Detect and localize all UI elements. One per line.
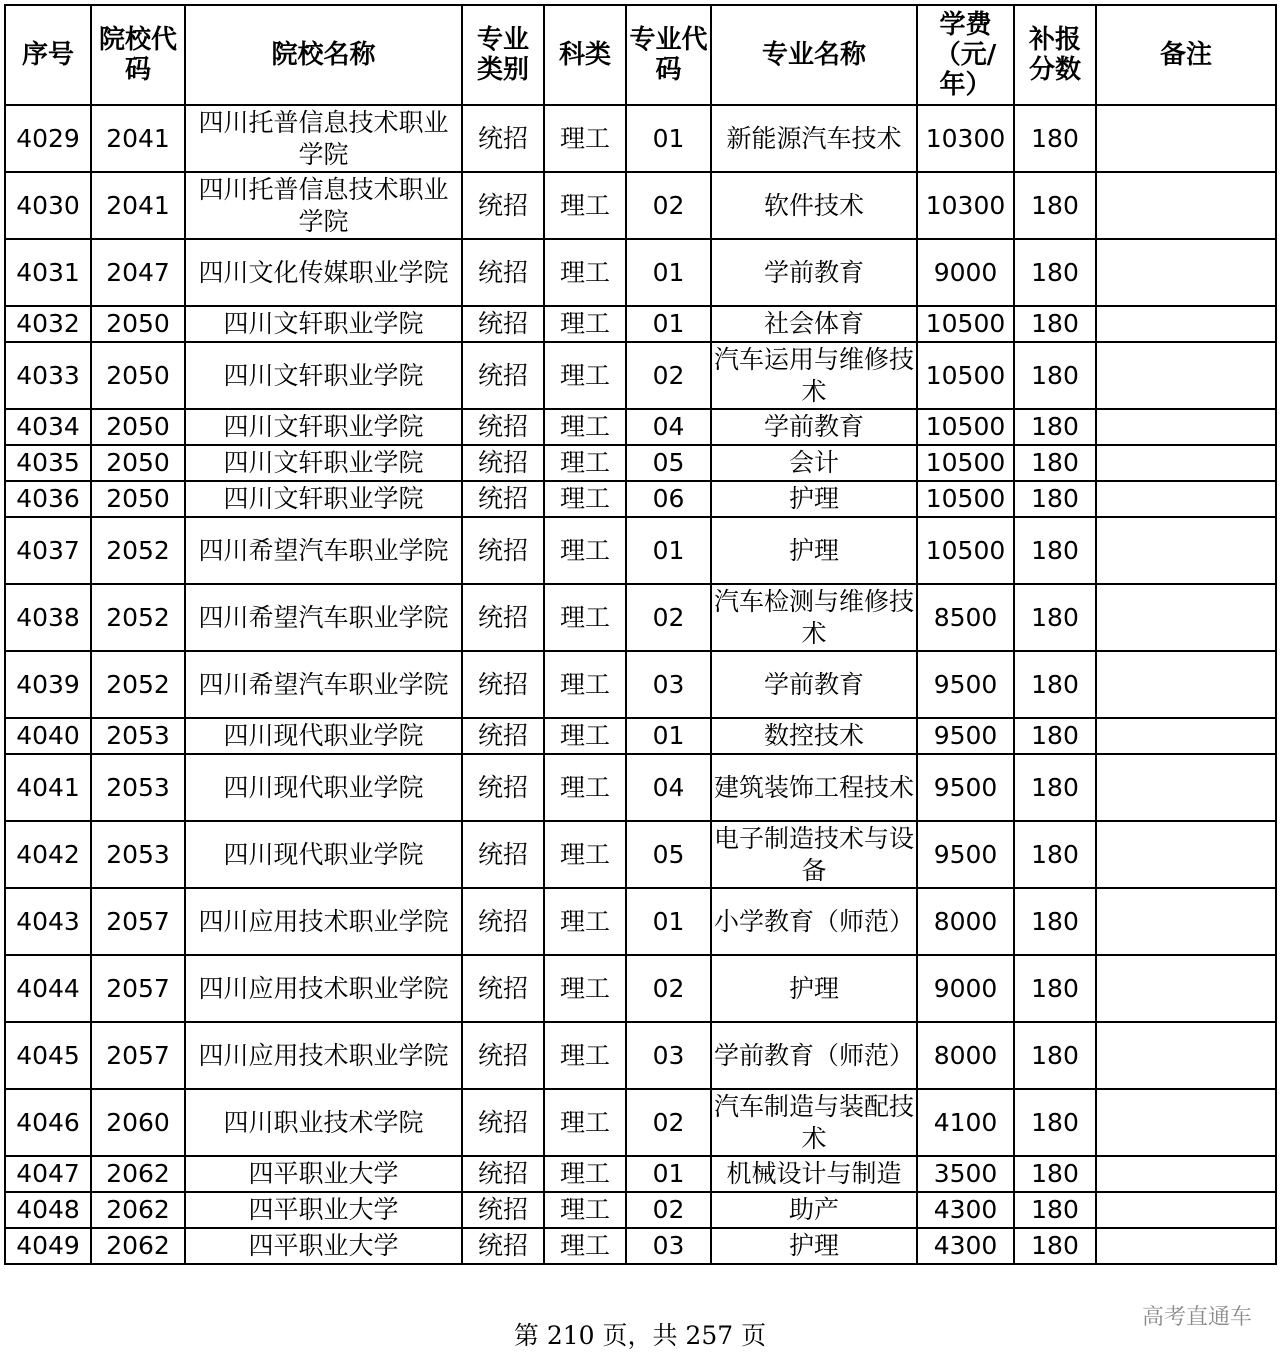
table-row <box>5 584 1276 651</box>
cell-index: 4045 <box>5 1022 91 1089</box>
cell-remark <box>1096 481 1276 517</box>
table-row <box>5 517 1276 584</box>
table-row <box>5 1192 1276 1228</box>
table-row <box>5 481 1276 517</box>
cell-major-name: 电子制造技术与设备 <box>711 821 917 888</box>
cell-tuition: 9500 <box>917 821 1014 888</box>
cell-major-code: 06 <box>626 481 711 517</box>
cell-category: 理工 <box>544 754 626 821</box>
cell-school-name: 四川应用技术职业学院 <box>185 888 462 955</box>
cell-index: 4036 <box>5 481 91 517</box>
cell-remark <box>1096 342 1276 409</box>
cell-major-code: 05 <box>626 445 711 481</box>
cell-major-type: 统招 <box>462 754 544 821</box>
cell-category: 理工 <box>544 1022 626 1089</box>
cell-major-name: 助产 <box>711 1192 917 1228</box>
cell-major-name: 学前教育 <box>711 409 917 445</box>
cell-score: 180 <box>1014 584 1096 651</box>
cell-school-name: 四川希望汽车职业学院 <box>185 651 462 718</box>
watermark: 高考直通车 <box>1141 1305 1252 1330</box>
cell-major-code: 01 <box>626 888 711 955</box>
cell-major-type: 统招 <box>462 1192 544 1228</box>
cell-major-type: 统招 <box>462 306 544 342</box>
cell-major-code: 02 <box>626 955 711 1022</box>
table-row <box>5 955 1276 1022</box>
cell-index: 4029 <box>5 105 91 172</box>
table-row <box>5 1089 1276 1156</box>
cell-school-code: 2062 <box>91 1228 185 1264</box>
header-major-name: 专业名称 <box>711 5 917 105</box>
cell-remark <box>1096 821 1276 888</box>
cell-category: 理工 <box>544 517 626 584</box>
cell-major-code: 02 <box>626 1089 711 1156</box>
cell-remark <box>1096 1022 1276 1089</box>
table-body <box>5 105 1276 1264</box>
cell-category: 理工 <box>544 409 626 445</box>
cell-category: 理工 <box>544 481 626 517</box>
table-row <box>5 718 1276 754</box>
cell-category: 理工 <box>544 306 626 342</box>
cell-school-code: 2050 <box>91 342 185 409</box>
cell-major-type: 统招 <box>462 342 544 409</box>
cell-school-name: 四川希望汽车职业学院 <box>185 517 462 584</box>
cell-index: 4034 <box>5 409 91 445</box>
cell-score: 180 <box>1014 1228 1096 1264</box>
cell-major-name: 新能源汽车技术 <box>711 105 917 172</box>
cell-remark <box>1096 718 1276 754</box>
cell-school-code: 2050 <box>91 445 185 481</box>
cell-major-name: 机械设计与制造 <box>711 1156 917 1192</box>
cell-remark <box>1096 445 1276 481</box>
cell-remark <box>1096 1089 1276 1156</box>
cell-major-code: 05 <box>626 821 711 888</box>
cell-tuition: 10500 <box>917 481 1014 517</box>
cell-school-name: 四川托普信息技术职业学院 <box>185 172 462 239</box>
cell-score: 180 <box>1014 481 1096 517</box>
cell-school-code: 2053 <box>91 754 185 821</box>
cell-score: 180 <box>1014 1156 1096 1192</box>
cell-remark <box>1096 1156 1276 1192</box>
cell-index: 4031 <box>5 239 91 306</box>
table-row <box>5 409 1276 445</box>
cell-category: 理工 <box>544 1228 626 1264</box>
cell-tuition: 10500 <box>917 517 1014 584</box>
cell-school-name: 四川文轩职业学院 <box>185 481 462 517</box>
header-major-code: 专业代码 <box>626 5 711 105</box>
cell-school-name: 四川现代职业学院 <box>185 821 462 888</box>
header-school-code: 院校代码 <box>91 5 185 105</box>
cell-major-name: 软件技术 <box>711 172 917 239</box>
cell-school-code: 2050 <box>91 481 185 517</box>
cell-category: 理工 <box>544 342 626 409</box>
cell-school-name: 四川文轩职业学院 <box>185 342 462 409</box>
cell-school-code: 2053 <box>91 718 185 754</box>
cell-score: 180 <box>1014 754 1096 821</box>
cell-major-code: 01 <box>626 306 711 342</box>
cell-major-name: 学前教育 <box>711 651 917 718</box>
cell-school-code: 2052 <box>91 651 185 718</box>
cell-tuition: 9000 <box>917 955 1014 1022</box>
cell-major-name: 护理 <box>711 955 917 1022</box>
cell-major-type: 统招 <box>462 718 544 754</box>
cell-major-code: 01 <box>626 517 711 584</box>
cell-score: 180 <box>1014 517 1096 584</box>
cell-school-name: 四平职业大学 <box>185 1228 462 1264</box>
cell-tuition: 10300 <box>917 172 1014 239</box>
cell-index: 4044 <box>5 955 91 1022</box>
cell-remark <box>1096 1228 1276 1264</box>
cell-major-name: 学前教育（师范） <box>711 1022 917 1089</box>
cell-remark <box>1096 651 1276 718</box>
cell-remark <box>1096 955 1276 1022</box>
cell-school-code: 2053 <box>91 821 185 888</box>
cell-school-name: 四川文轩职业学院 <box>185 306 462 342</box>
cell-major-type: 统招 <box>462 105 544 172</box>
cell-school-name: 四川文轩职业学院 <box>185 445 462 481</box>
page-footer: 第 210 页，共 257 页 <box>513 1321 767 1350</box>
cell-index: 4032 <box>5 306 91 342</box>
cell-school-code: 2052 <box>91 584 185 651</box>
cell-major-name: 护理 <box>711 1228 917 1264</box>
table-row <box>5 105 1276 172</box>
table-row <box>5 651 1276 718</box>
header-index: 序号 <box>5 5 91 105</box>
cell-remark <box>1096 1192 1276 1228</box>
table-row <box>5 445 1276 481</box>
cell-school-code: 2062 <box>91 1156 185 1192</box>
cell-school-name: 四川希望汽车职业学院 <box>185 584 462 651</box>
cell-tuition: 4300 <box>917 1228 1014 1264</box>
cell-remark <box>1096 517 1276 584</box>
cell-major-name: 学前教育 <box>711 239 917 306</box>
cell-remark <box>1096 105 1276 172</box>
cell-tuition: 10500 <box>917 342 1014 409</box>
cell-major-type: 统招 <box>462 821 544 888</box>
cell-index: 4040 <box>5 718 91 754</box>
cell-tuition: 10500 <box>917 409 1014 445</box>
cell-score: 180 <box>1014 718 1096 754</box>
cell-tuition: 10500 <box>917 445 1014 481</box>
cell-remark <box>1096 888 1276 955</box>
cell-remark <box>1096 172 1276 239</box>
cell-major-code: 01 <box>626 105 711 172</box>
cell-remark <box>1096 584 1276 651</box>
cell-tuition: 10500 <box>917 306 1014 342</box>
cell-major-type: 统招 <box>462 239 544 306</box>
cell-major-name: 数控技术 <box>711 718 917 754</box>
cell-index: 4035 <box>5 445 91 481</box>
cell-major-type: 统招 <box>462 1089 544 1156</box>
cell-category: 理工 <box>544 821 626 888</box>
table-row <box>5 1022 1276 1089</box>
cell-index: 4046 <box>5 1089 91 1156</box>
cell-major-name: 小学教育（师范） <box>711 888 917 955</box>
cell-major-code: 01 <box>626 718 711 754</box>
table-header-row <box>5 5 1276 105</box>
cell-major-type: 统招 <box>462 409 544 445</box>
cell-index: 4043 <box>5 888 91 955</box>
cell-index: 4049 <box>5 1228 91 1264</box>
cell-tuition: 10300 <box>917 105 1014 172</box>
cell-remark <box>1096 239 1276 306</box>
cell-major-name: 护理 <box>711 481 917 517</box>
cell-major-type: 统招 <box>462 172 544 239</box>
table-row <box>5 306 1276 342</box>
cell-school-code: 2057 <box>91 1022 185 1089</box>
cell-category: 理工 <box>544 1192 626 1228</box>
cell-score: 180 <box>1014 409 1096 445</box>
cell-school-code: 2041 <box>91 172 185 239</box>
cell-category: 理工 <box>544 172 626 239</box>
cell-category: 理工 <box>544 955 626 1022</box>
table-row <box>5 754 1276 821</box>
cell-index: 4030 <box>5 172 91 239</box>
cell-tuition: 9500 <box>917 754 1014 821</box>
cell-category: 理工 <box>544 1156 626 1192</box>
cell-school-name: 四川文轩职业学院 <box>185 409 462 445</box>
header-school-name: 院校名称 <box>185 5 462 105</box>
cell-category: 理工 <box>544 1089 626 1156</box>
cell-category: 理工 <box>544 239 626 306</box>
cell-major-name: 汽车制造与装配技术 <box>711 1089 917 1156</box>
cell-category: 理工 <box>544 651 626 718</box>
cell-index: 4042 <box>5 821 91 888</box>
table-row <box>5 342 1276 409</box>
cell-major-name: 汽车运用与维修技术 <box>711 342 917 409</box>
cell-school-code: 2062 <box>91 1192 185 1228</box>
cell-major-code: 02 <box>626 1192 711 1228</box>
cell-index: 4048 <box>5 1192 91 1228</box>
cell-school-name: 四平职业大学 <box>185 1192 462 1228</box>
cell-major-name: 会计 <box>711 445 917 481</box>
cell-major-code: 04 <box>626 409 711 445</box>
cell-tuition: 8500 <box>917 584 1014 651</box>
cell-school-name: 四川职业技术学院 <box>185 1089 462 1156</box>
cell-index: 4037 <box>5 517 91 584</box>
table-row <box>5 239 1276 306</box>
cell-major-code: 03 <box>626 1022 711 1089</box>
table-row <box>5 888 1276 955</box>
cell-major-code: 02 <box>626 172 711 239</box>
cell-score: 180 <box>1014 105 1096 172</box>
cell-school-code: 2057 <box>91 955 185 1022</box>
cell-major-code: 01 <box>626 239 711 306</box>
cell-major-name: 建筑装饰工程技术 <box>711 754 917 821</box>
cell-score: 180 <box>1014 888 1096 955</box>
cell-index: 4039 <box>5 651 91 718</box>
cell-major-type: 统招 <box>462 517 544 584</box>
cell-school-name: 四川应用技术职业学院 <box>185 1022 462 1089</box>
cell-major-name: 汽车检测与维修技术 <box>711 584 917 651</box>
cell-major-type: 统招 <box>462 888 544 955</box>
cell-score: 180 <box>1014 1089 1096 1156</box>
cell-major-name: 护理 <box>711 517 917 584</box>
table-row <box>5 821 1276 888</box>
cell-category: 理工 <box>544 888 626 955</box>
cell-major-type: 统招 <box>462 955 544 1022</box>
cell-score: 180 <box>1014 821 1096 888</box>
cell-index: 4038 <box>5 584 91 651</box>
cell-major-type: 统招 <box>462 445 544 481</box>
cell-major-type: 统招 <box>462 1156 544 1192</box>
cell-major-code: 03 <box>626 651 711 718</box>
cell-major-code: 02 <box>626 584 711 651</box>
header-score: 补报分数 <box>1014 5 1096 105</box>
table-row <box>5 1156 1276 1192</box>
cell-tuition: 8000 <box>917 888 1014 955</box>
cell-tuition: 4300 <box>917 1192 1014 1228</box>
cell-school-name: 四川托普信息技术职业学院 <box>185 105 462 172</box>
cell-major-code: 02 <box>626 342 711 409</box>
cell-major-type: 统招 <box>462 1022 544 1089</box>
admission-table <box>4 4 1277 1265</box>
cell-category: 理工 <box>544 584 626 651</box>
cell-index: 4041 <box>5 754 91 821</box>
cell-score: 180 <box>1014 445 1096 481</box>
cell-score: 180 <box>1014 342 1096 409</box>
cell-remark <box>1096 754 1276 821</box>
cell-major-type: 统招 <box>462 1228 544 1264</box>
cell-school-name: 四川文化传媒职业学院 <box>185 239 462 306</box>
header-tuition: 学费（元/年） <box>917 5 1014 105</box>
cell-remark <box>1096 409 1276 445</box>
cell-school-name: 四川现代职业学院 <box>185 754 462 821</box>
cell-index: 4047 <box>5 1156 91 1192</box>
cell-score: 180 <box>1014 306 1096 342</box>
cell-major-type: 统招 <box>462 651 544 718</box>
cell-school-code: 2050 <box>91 306 185 342</box>
cell-school-code: 2052 <box>91 517 185 584</box>
cell-school-code: 2050 <box>91 409 185 445</box>
table-row <box>5 1228 1276 1264</box>
cell-score: 180 <box>1014 1192 1096 1228</box>
cell-score: 180 <box>1014 651 1096 718</box>
cell-tuition: 9000 <box>917 239 1014 306</box>
cell-school-code: 2041 <box>91 105 185 172</box>
cell-category: 理工 <box>544 718 626 754</box>
cell-tuition: 8000 <box>917 1022 1014 1089</box>
cell-school-code: 2057 <box>91 888 185 955</box>
cell-score: 180 <box>1014 955 1096 1022</box>
cell-tuition: 9500 <box>917 651 1014 718</box>
cell-score: 180 <box>1014 1022 1096 1089</box>
cell-major-type: 统招 <box>462 481 544 517</box>
cell-tuition: 4100 <box>917 1089 1014 1156</box>
cell-major-code: 04 <box>626 754 711 821</box>
cell-score: 180 <box>1014 172 1096 239</box>
cell-tuition: 3500 <box>917 1156 1014 1192</box>
table-row <box>5 172 1276 239</box>
cell-tuition: 9500 <box>917 718 1014 754</box>
header-major-type: 专业类别 <box>462 5 544 105</box>
header-category: 科类 <box>544 5 626 105</box>
cell-school-code: 2047 <box>91 239 185 306</box>
cell-school-name: 四平职业大学 <box>185 1156 462 1192</box>
cell-major-code: 03 <box>626 1228 711 1264</box>
cell-major-type: 统招 <box>462 584 544 651</box>
cell-major-name: 社会体育 <box>711 306 917 342</box>
header-remark: 备注 <box>1096 5 1276 105</box>
cell-score: 180 <box>1014 239 1096 306</box>
cell-major-code: 01 <box>626 1156 711 1192</box>
cell-school-code: 2060 <box>91 1089 185 1156</box>
cell-remark <box>1096 306 1276 342</box>
cell-index: 4033 <box>5 342 91 409</box>
cell-school-name: 四川现代职业学院 <box>185 718 462 754</box>
cell-category: 理工 <box>544 445 626 481</box>
cell-school-name: 四川应用技术职业学院 <box>185 955 462 1022</box>
cell-category: 理工 <box>544 105 626 172</box>
